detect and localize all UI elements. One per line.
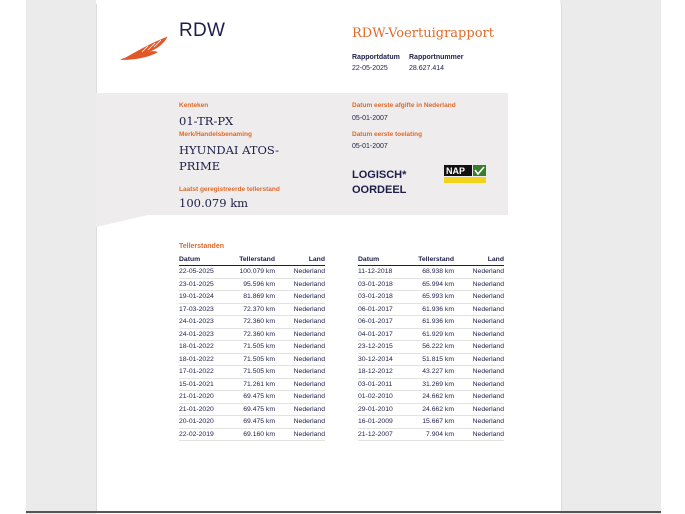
cell-land: Nederland	[275, 416, 325, 429]
header-datum: Datum	[179, 254, 233, 266]
panel-notch	[96, 215, 148, 227]
cell-land: Nederland	[275, 353, 325, 366]
cell-land: Nederland	[275, 328, 325, 341]
table-header-row	[179, 254, 325, 266]
cell-datum: 20-01-2020	[179, 416, 233, 429]
verdict-line1: LOGISCH*	[352, 169, 407, 181]
cell-land: Nederland	[275, 291, 325, 304]
cell-tellerstand: 43.227 km	[412, 366, 454, 379]
cell-land: Nederland	[454, 403, 504, 416]
cell-datum: 23-12-2015	[358, 341, 412, 354]
table-row	[358, 316, 504, 329]
afgifte-value: 05-01-2007	[352, 115, 388, 122]
cell-tellerstand: 100.079 km	[233, 266, 275, 279]
merk-value-line1: HYUNDAI ATOS-	[179, 143, 280, 157]
viewer-background-right	[560, 0, 661, 514]
cell-tellerstand: 31.269 km	[412, 378, 454, 391]
header-land: Land	[454, 254, 504, 266]
cell-tellerstand: 72.360 km	[233, 328, 275, 341]
cell-tellerstand: 71.261 km	[233, 378, 275, 391]
cell-tellerstand: 72.360 km	[233, 316, 275, 329]
cell-datum: 04-01-2017	[358, 328, 412, 341]
cell-datum: 16-01-2009	[358, 416, 412, 429]
table-row	[358, 341, 504, 354]
cell-tellerstand: 61.936 km	[412, 303, 454, 316]
cell-datum: 29-01-2010	[358, 403, 412, 416]
viewer-background-left	[26, 0, 96, 514]
viewer-bottom-border	[26, 511, 661, 513]
cell-land: Nederland	[454, 316, 504, 329]
cell-datum: 11-12-2018	[358, 266, 412, 279]
cell-datum: 30-12-2014	[358, 353, 412, 366]
cell-datum: 24-01-2023	[179, 328, 233, 341]
kenteken-label: Kenteken	[179, 102, 209, 109]
cell-datum: 19-01-2024	[179, 291, 233, 304]
cell-tellerstand: 69.160 km	[233, 428, 275, 441]
cell-tellerstand: 7.904 km	[412, 428, 454, 441]
table-row	[358, 378, 504, 391]
cell-datum: 22-05-2025	[179, 266, 233, 279]
report-date-label: Rapportdatum	[352, 54, 400, 61]
cell-land: Nederland	[275, 391, 325, 404]
table-row	[358, 266, 504, 279]
brand-name: RDW	[179, 20, 226, 41]
cell-land: Nederland	[454, 328, 504, 341]
cell-land: Nederland	[454, 341, 504, 354]
cell-tellerstand: 65.993 km	[412, 291, 454, 304]
verdict-line2: OORDEEL	[352, 184, 407, 196]
afgifte-label: Datum eerste afgifte in Nederland	[352, 102, 456, 109]
readings-table-right	[358, 254, 504, 441]
viewer-edge	[661, 0, 685, 514]
report-number-value: 28.627.414	[409, 65, 445, 72]
cell-tellerstand: 24.662 km	[412, 403, 454, 416]
table-row	[358, 353, 504, 366]
table-row	[358, 278, 504, 291]
cell-datum: 06-01-2017	[358, 303, 412, 316]
cell-land: Nederland	[454, 303, 504, 316]
table-header-row	[358, 254, 504, 266]
cell-tellerstand: 81.869 km	[233, 291, 275, 304]
table-row	[358, 391, 504, 404]
cell-datum: 22-02-2019	[179, 428, 233, 441]
header-tellerstand: Tellerstand	[412, 254, 454, 266]
cell-land: Nederland	[275, 316, 325, 329]
report-number-label: Rapportnummer	[409, 54, 464, 61]
cell-land: Nederland	[454, 378, 504, 391]
cell-land: Nederland	[275, 366, 325, 379]
cell-tellerstand: 69.475 km	[233, 416, 275, 429]
table-row	[358, 416, 504, 429]
merk-value-line2: PRIME	[179, 159, 221, 173]
table-row	[358, 428, 504, 441]
cell-tellerstand: 65.994 km	[412, 278, 454, 291]
table-row	[179, 278, 325, 291]
table-row	[179, 266, 325, 279]
cell-datum: 18-01-2022	[179, 353, 233, 366]
table-row	[179, 328, 325, 341]
table-row	[358, 303, 504, 316]
rdw-feather-logo-icon	[118, 32, 172, 62]
toelating-value: 05-01-2007	[352, 143, 388, 150]
cell-datum: 15-01-2021	[179, 378, 233, 391]
header-land: Land	[275, 254, 325, 266]
cell-datum: 24-01-2023	[179, 316, 233, 329]
tellerstand-value: 100.079 km	[179, 196, 249, 210]
vehicle-summary-panel	[96, 93, 508, 215]
cell-datum: 17-03-2023	[179, 303, 233, 316]
cell-datum: 18-01-2022	[179, 341, 233, 354]
cell-land: Nederland	[454, 416, 504, 429]
table-row	[179, 316, 325, 329]
table-row	[179, 391, 325, 404]
table-row	[358, 403, 504, 416]
cell-datum: 18-12-2012	[358, 366, 412, 379]
table-row	[179, 378, 325, 391]
table-row	[358, 291, 504, 304]
cell-land: Nederland	[275, 341, 325, 354]
cell-datum: 03-01-2018	[358, 278, 412, 291]
cell-datum: 21-01-2020	[179, 391, 233, 404]
table-row	[179, 403, 325, 416]
cell-land: Nederland	[454, 366, 504, 379]
report-title: RDW-Voertuigrapport	[352, 26, 494, 41]
cell-land: Nederland	[275, 266, 325, 279]
cell-tellerstand: 71.505 km	[233, 341, 275, 354]
cell-tellerstand: 72.370 km	[233, 303, 275, 316]
header-datum: Datum	[358, 254, 412, 266]
table-row	[358, 366, 504, 379]
cell-tellerstand: 68.938 km	[412, 266, 454, 279]
cell-land: Nederland	[275, 428, 325, 441]
cell-datum: 03-01-2011	[358, 378, 412, 391]
cell-tellerstand: 69.475 km	[233, 391, 275, 404]
readings-table-left	[179, 254, 325, 441]
cell-datum: 01-02-2010	[358, 391, 412, 404]
cell-land: Nederland	[454, 391, 504, 404]
merk-label: Merk/Handelsbenaming	[179, 131, 252, 138]
cell-land: Nederland	[275, 303, 325, 316]
cell-land: Nederland	[454, 291, 504, 304]
svg-text:NAP: NAP	[446, 166, 466, 176]
cell-datum: 06-01-2017	[358, 316, 412, 329]
cell-datum: 03-01-2018	[358, 291, 412, 304]
table-row	[358, 328, 504, 341]
cell-land: Nederland	[454, 428, 504, 441]
table-row	[179, 366, 325, 379]
cell-datum: 21-12-2007	[358, 428, 412, 441]
table-row	[179, 341, 325, 354]
report-date-value: 22-05-2025	[352, 65, 388, 72]
kenteken-value: 01-TR-PX	[179, 114, 234, 128]
toelating-label: Datum eerste toelating	[352, 131, 423, 138]
cell-land: Nederland	[275, 278, 325, 291]
cell-land: Nederland	[454, 266, 504, 279]
cell-tellerstand: 24.662 km	[412, 391, 454, 404]
cell-land: Nederland	[454, 278, 504, 291]
table-row	[179, 303, 325, 316]
cell-land: Nederland	[275, 403, 325, 416]
cell-tellerstand: 61.929 km	[412, 328, 454, 341]
cell-tellerstand: 71.505 km	[233, 353, 275, 366]
nap-logo-icon	[444, 165, 486, 183]
cell-land: Nederland	[275, 378, 325, 391]
cell-tellerstand: 69.475 km	[233, 403, 275, 416]
cell-tellerstand: 15.667 km	[412, 416, 454, 429]
table-row	[179, 291, 325, 304]
header-tellerstand: Tellerstand	[233, 254, 275, 266]
table-row	[179, 428, 325, 441]
cell-land: Nederland	[454, 353, 504, 366]
table-row	[179, 353, 325, 366]
cell-datum: 21-01-2020	[179, 403, 233, 416]
cell-tellerstand: 51.815 km	[412, 353, 454, 366]
cell-tellerstand: 56.222 km	[412, 341, 454, 354]
tellerstanden-title: Tellerstanden	[179, 243, 224, 250]
table-row	[179, 416, 325, 429]
cell-tellerstand: 71.505 km	[233, 366, 275, 379]
verdict	[352, 168, 422, 198]
cell-tellerstand: 61.936 km	[412, 316, 454, 329]
cell-datum: 23-01-2025	[179, 278, 233, 291]
tellerstand-label: Laatst geregistreerde tellerstand	[179, 186, 280, 193]
cell-datum: 17-01-2022	[179, 366, 233, 379]
cell-tellerstand: 95.596 km	[233, 278, 275, 291]
